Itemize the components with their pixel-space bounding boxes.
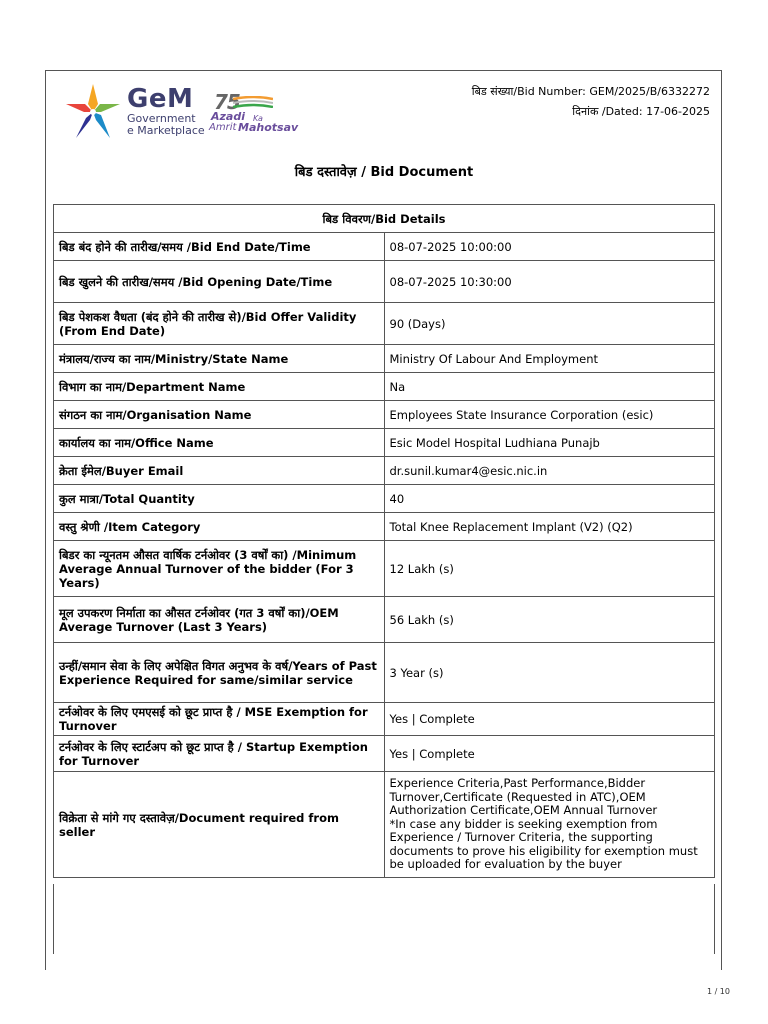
- amrit-word: Amrit: [209, 122, 237, 133]
- row-value: Total Knee Replacement Implant (V2) (Q2): [384, 513, 715, 541]
- tricolor-icon: [233, 96, 273, 108]
- table-row: [54, 429, 715, 457]
- azadi-logo: [209, 90, 299, 136]
- row-value: 90 (Days): [384, 303, 715, 345]
- table-row: [54, 597, 715, 643]
- table-row: [54, 643, 715, 703]
- row-label: बिड बंद होने की तारीख/समय /Bid End Date/Time: [54, 233, 385, 261]
- document-title: बिड दस्तावेज़ / Bid Document: [294, 165, 474, 180]
- row-value: 40: [384, 485, 715, 513]
- row-value: Esic Model Hospital Ludhiana Punajb: [384, 429, 715, 457]
- row-label: मंत्रालय/राज्य का नाम/Ministry/State Name: [54, 345, 385, 373]
- row-value: Yes | Complete: [384, 736, 715, 772]
- mahotsav-word: Mahotsav: [238, 121, 299, 134]
- table-row: [54, 373, 715, 401]
- row-value: 08-07-2025 10:30:00: [384, 261, 715, 303]
- row-value: Yes | Complete: [384, 703, 715, 736]
- azadi-ka: Ka: [253, 114, 263, 123]
- table-row: [54, 541, 715, 597]
- row-value[interactable]: dr.sunil.kumar4@esic.nic.in: [384, 457, 715, 485]
- row-label: कार्यालय का नाम/Office Name: [54, 429, 385, 457]
- bid-details-table: [53, 204, 715, 878]
- row-value: Ministry Of Labour And Employment: [384, 345, 715, 373]
- table-row: [54, 513, 715, 541]
- row-label: मूल उपकरण निर्माता का औसत टर्नओवर (गत 3 वर्षों का)/OEM Average Turnover (Last 3 Years): [54, 597, 385, 643]
- table-row: [54, 303, 715, 345]
- table-row: [54, 772, 715, 878]
- row-label: बिड पेशकश वैधता (बंद होने की तारीख से)/Bid Offer Validity (From End Date): [54, 303, 385, 345]
- row-value: 12 Lakh (s): [384, 541, 715, 597]
- row-value: 56 Lakh (s): [384, 597, 715, 643]
- row-label: वस्तु श्रेणी /Item Category: [54, 513, 385, 541]
- row-value: Na: [384, 373, 715, 401]
- table-row: [54, 736, 715, 772]
- table-row: [54, 485, 715, 513]
- row-label: टर्नओवर के लिए स्टार्टअप को छूट प्राप्त है / Startup Exemption for Turnover: [54, 736, 385, 772]
- bid-number: बिड संख्या/Bid Number: GEM/2025/B/6332272: [471, 85, 710, 98]
- row-label: टर्नओवर के लिए एमएसई को छूट प्राप्त है / MSE Exemption for Turnover: [54, 703, 385, 736]
- table-header-row: [54, 205, 715, 233]
- row-label: विक्रेता से मांगे गए दस्तावेज़/Document required from seller: [54, 772, 385, 878]
- row-value: 3 Year (s): [384, 643, 715, 703]
- gem-star-icon: [64, 82, 122, 142]
- azadi-75: 75: [214, 90, 240, 114]
- row-label: संगठन का नाम/Organisation Name: [54, 401, 385, 429]
- table-row: [54, 457, 715, 485]
- row-label: बिडर का न्यूनतम औसत वार्षिक टर्नओवर (3 वर्षों का) /Minimum Average Annual Turnover of the bidder (For 3 Years): [54, 541, 385, 597]
- row-label: बिड खुलने की तारीख/समय /Bid Opening Date/Time: [54, 261, 385, 303]
- gem-subtitle-2: [127, 125, 205, 137]
- row-value: Experience Criteria,Past Performance,Bidder Turnover,Certificate (Requested in ATC),OEM Authorization Certificate,OEM Annual Turnover *In case any bidder is seeking exemption from Experience / Turnover Criteria, the supporting documents to prove his eligibility for exemption must be uploaded for evaluation by the buyer: [384, 772, 715, 878]
- bid-date: दिनांक /Dated: 17-06-2025: [572, 105, 710, 118]
- table-heading: बिड विवरण/Bid Details: [54, 205, 715, 233]
- gem-subtitle-1: Government: [127, 112, 196, 125]
- gem-logo: [64, 82, 304, 144]
- row-label: विभाग का नाम/Department Name: [54, 373, 385, 401]
- azadi-word: Azadi: [211, 110, 245, 123]
- table-row: [54, 233, 715, 261]
- table-body: [54, 233, 715, 878]
- row-value: Employees State Insurance Corporation (esic): [384, 401, 715, 429]
- page-indicator: 1 / 10: [706, 987, 730, 996]
- row-label: क्रेता ईमेल/Buyer Email: [54, 457, 385, 485]
- row-label: उन्हीं/समान सेवा के लिए अपेक्षित विगत अनुभव के वर्ष/Years of Past Experience Required for same/similar service: [54, 643, 385, 703]
- gem-name: GeM: [127, 84, 194, 114]
- page-continuation: [53, 884, 715, 954]
- gem-wordmark: [127, 86, 205, 137]
- table-row: [54, 345, 715, 373]
- table-row: [54, 703, 715, 736]
- gem-subtitle-2a: e: [127, 124, 138, 137]
- row-label: कुल मात्रा/Total Quantity: [54, 485, 385, 513]
- table-row: [54, 261, 715, 303]
- row-value: 08-07-2025 10:00:00: [384, 233, 715, 261]
- gem-subtitle-2b: Marketplace: [137, 124, 205, 137]
- table-row: [54, 401, 715, 429]
